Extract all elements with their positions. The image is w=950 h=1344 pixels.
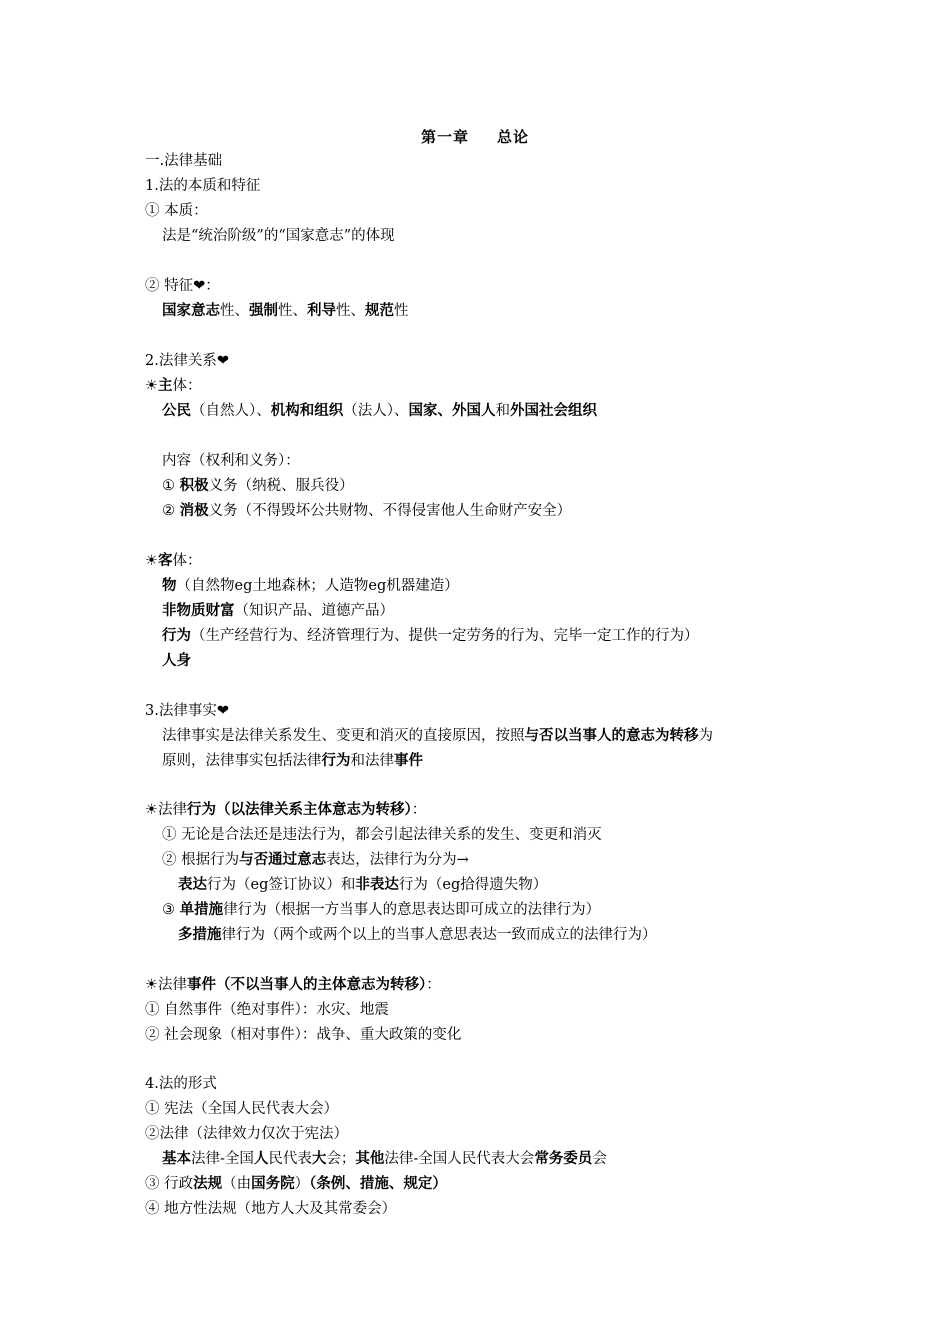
text: ： (411, 802, 427, 818)
object-item (162, 576, 459, 596)
feature-list (162, 301, 409, 321)
sun-icon: ☀ (145, 378, 158, 394)
object-item (162, 601, 394, 621)
term: 其他 (355, 1151, 385, 1167)
text: 会； (326, 1151, 356, 1167)
sun-icon: ☀ (145, 553, 158, 569)
feature-term: 强制 (249, 303, 278, 319)
term: 行为（以法律关系主体意志为转移） (187, 802, 412, 818)
chapter-number: 第一章 (420, 128, 469, 146)
subject-list (162, 401, 597, 421)
term: 行为 (321, 753, 351, 769)
paragraph-line (162, 726, 713, 746)
object-item (162, 626, 699, 646)
content-label: 内容（权利和义务）： (162, 453, 300, 469)
section-heading: 一.法律基础 (145, 153, 223, 169)
text: ☀法律 (145, 977, 187, 993)
chapter-title (0, 126, 950, 147)
essence-text: 法是“统治阶级”的“国家意志”的体现 (162, 228, 395, 244)
term: 单措施 (179, 902, 224, 918)
text: ③ (162, 902, 180, 918)
term: 大 (311, 1151, 327, 1167)
marker: ① (162, 478, 180, 494)
duty-item (162, 501, 571, 521)
text: ） (294, 1176, 310, 1192)
term: 基本 (162, 1151, 191, 1167)
form-item (145, 1174, 447, 1194)
object-label (145, 551, 202, 571)
act-item (178, 925, 657, 945)
term: 国家、外国人 (408, 403, 496, 419)
term: 公民 (162, 403, 191, 419)
term: 事件 (394, 753, 423, 769)
term: （条例、措施、规定） (309, 1176, 447, 1192)
text: ： (426, 977, 441, 993)
text: 义务（纳税、服兵役） (208, 478, 354, 494)
marker: ② (162, 503, 180, 519)
text: 法律事实是法律关系发生、变更和消灭的直接原因，按照 (162, 728, 525, 744)
subsection-title: 4.法的形式 (145, 1076, 217, 1092)
text: 律行为（两个或两个以上的当事人意思表达一致而成立的法律行为） (221, 927, 657, 943)
feature-suffix: 性、 (278, 303, 307, 319)
feature-label: ② 特征❤： (145, 278, 220, 294)
object-rest: 体： (172, 553, 202, 569)
subsection-title: 1.法的本质和特征 (145, 178, 261, 194)
text: 义务（不得毁坏公共财物、不得侵害他人生命财产安全） (208, 503, 572, 519)
term: 非表达 (355, 877, 399, 893)
text: 和 (495, 403, 510, 419)
text: （由 (222, 1176, 252, 1192)
text: 民代表 (268, 1151, 312, 1167)
text: 和法律 (350, 753, 394, 769)
form-item (162, 1149, 607, 1169)
act-item (178, 875, 547, 895)
term: 国务院 (251, 1176, 295, 1192)
subsection-title: 2.法律关系❤ (145, 353, 229, 369)
term: 物 (162, 578, 177, 594)
term: 与否以当事人的意志为转移 (524, 728, 699, 744)
subject-term: 主 (158, 378, 173, 394)
term: 外国社会组织 (510, 403, 597, 419)
event-item: ② 社会现象（相对事件）：战争、重大政策的变化 (145, 1027, 462, 1043)
term: 多措施 (178, 927, 222, 943)
text: 律行为（根据一方当事人的意思表达即可成立的法律行为） (223, 902, 601, 918)
text: 为 (698, 728, 713, 744)
legal-act-heading (145, 800, 426, 820)
term: 法规 (193, 1176, 223, 1192)
text: 表达，法律行为分为→ (326, 852, 469, 868)
form-item: ②法律（法律效力仅次于宪法） (145, 1126, 348, 1142)
term: 机构和组织 (270, 403, 344, 419)
text: 行为（eg拾得遗失物） (398, 877, 548, 893)
feature-suffix: 性、 (336, 303, 365, 319)
subject-rest: 体： (172, 378, 202, 394)
feature-suffix: 性、 (220, 303, 249, 319)
text: 原则，法律事实包括法律 (162, 753, 322, 769)
act-item (162, 900, 600, 920)
text: （法人）、 (343, 403, 409, 419)
form-item: ④ 地方性法规（地方人大及其常委会） (145, 1201, 397, 1217)
object-item: 人身 (162, 653, 191, 669)
text: （自然人）、 (191, 403, 271, 419)
text: ③ 行政 (145, 1176, 194, 1192)
text: （生产经营行为、经济管理行为、提供一定劳务的行为、完毕一定工作的行为） (191, 628, 699, 644)
term: 非物质财富 (162, 603, 235, 619)
feature-term: 利导 (307, 303, 336, 319)
form-item: ① 宪法（全国人民代表大会） (145, 1101, 339, 1117)
paragraph-line (162, 751, 423, 771)
term: 与否通过意志 (239, 852, 327, 868)
term: 消极 (179, 503, 209, 519)
term: 常务委员 (534, 1151, 593, 1167)
text: （知识产品、道德产品） (234, 603, 394, 619)
text: （自然物eg土地森林；人造物eg机器建造） (176, 578, 459, 594)
term: 表达 (178, 877, 207, 893)
object-term: 客 (158, 553, 173, 569)
event-item: ① 自然事件（绝对事件）：水灾、地震 (145, 1002, 389, 1018)
essence-label: ① 本质： (145, 203, 208, 219)
text: ☀法律 (145, 802, 187, 818)
legal-event-heading (145, 975, 441, 995)
term: 事件（不以当事人的主体意志为转移） (187, 977, 427, 993)
text: 会 (592, 1151, 607, 1167)
duty-item (162, 476, 354, 496)
text: ② 根据行为 (162, 852, 240, 868)
act-item: ① 无论是合法还是违法行为，都会引起法律关系的发生、变更和消灭 (162, 827, 602, 843)
text: 行为（eg签订协议）和 (207, 877, 356, 893)
term: 积极 (179, 478, 209, 494)
feature-suffix: 性 (394, 303, 409, 319)
subsection-title: 3.法律事实❤ (145, 703, 229, 719)
feature-term: 国家意志 (162, 303, 220, 319)
term: 行为 (162, 628, 191, 644)
text: 法律-全国人民代表大会 (384, 1151, 535, 1167)
term: 人 (253, 1151, 269, 1167)
subject-label (145, 376, 202, 396)
act-item (162, 850, 469, 870)
text: 法律-全国 (191, 1151, 254, 1167)
feature-term: 规范 (365, 303, 394, 319)
chapter-name: 总论 (497, 128, 530, 146)
